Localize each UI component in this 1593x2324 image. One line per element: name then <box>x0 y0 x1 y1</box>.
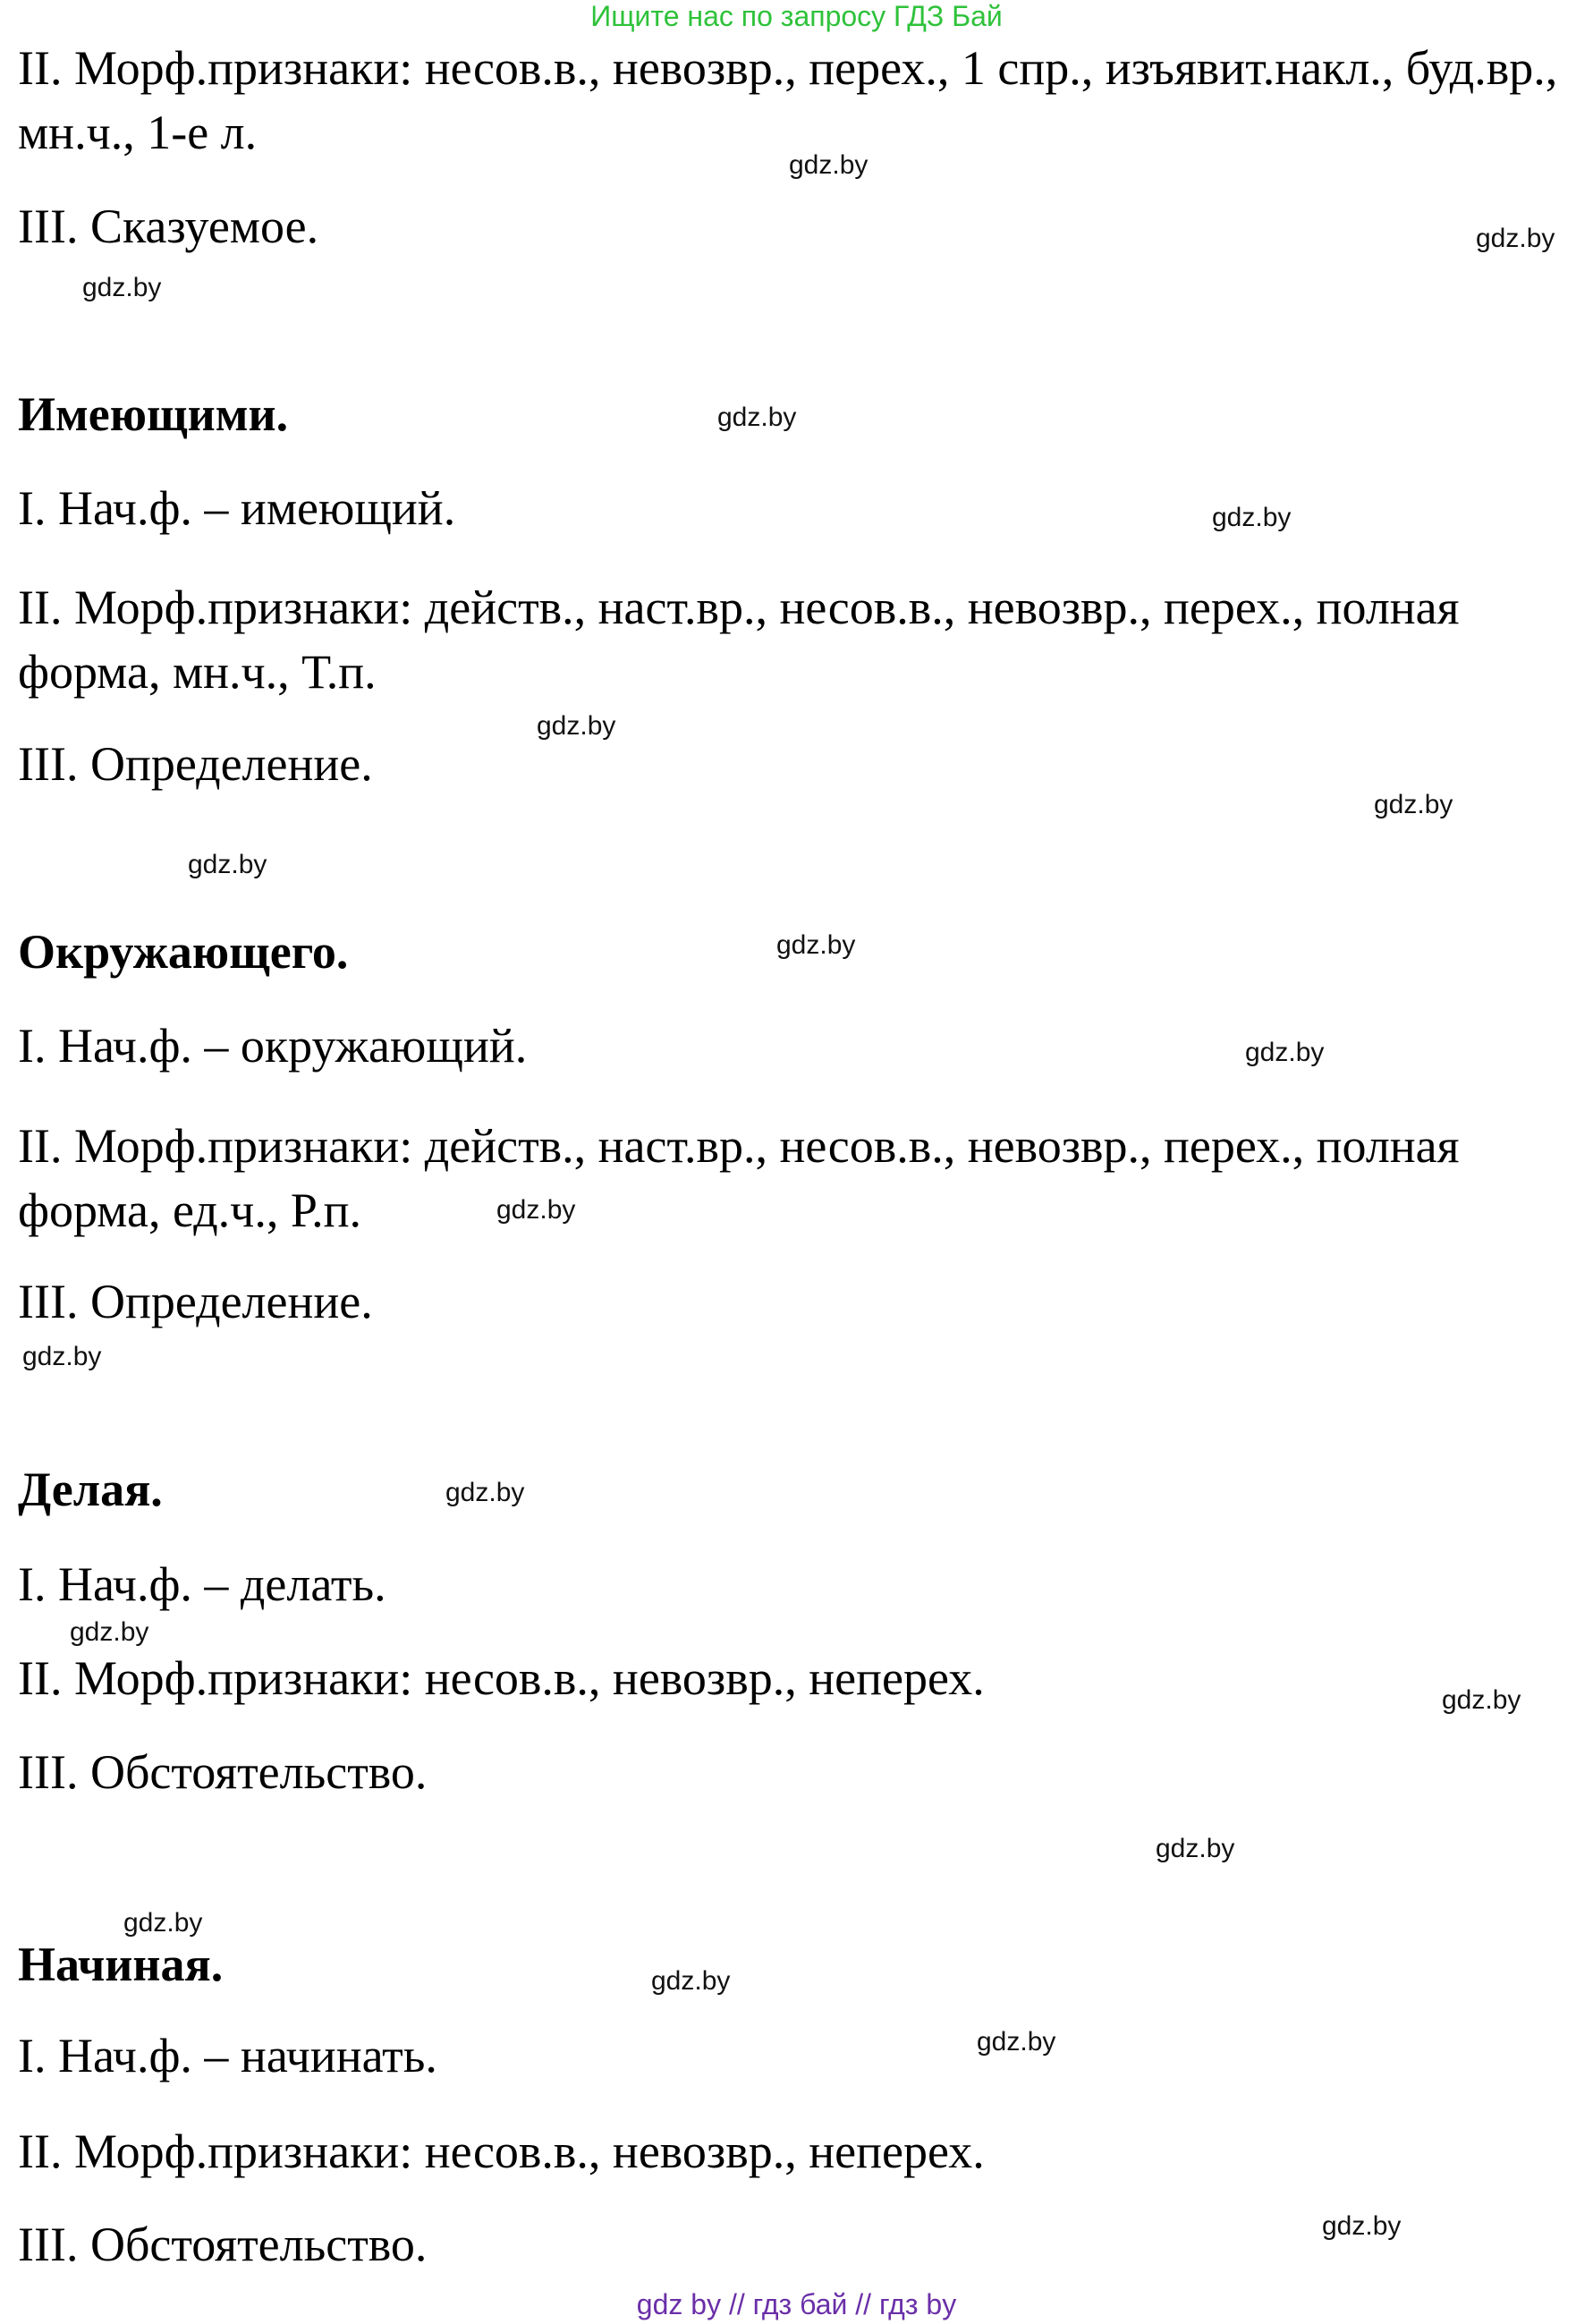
watermark: gdz.by <box>1476 224 1555 253</box>
section-5-syntax-role: III. Обстоятельство. <box>18 2218 428 2271</box>
watermark: gdz.by <box>1212 503 1292 532</box>
section-3-syntax-role: III. Определение. <box>18 1275 373 1328</box>
watermark: gdz.by <box>123 1908 203 1938</box>
section-5-morph-features: II. Морф.признаки: несов.в., невозвр., неперех. <box>18 2125 985 2178</box>
watermark: gdz.by <box>496 1195 576 1225</box>
section-2-syntax-role: III. Определение. <box>18 737 373 791</box>
section-3-morph-features: II. Морф.признаки: действ., наст.вр., несов.в., невозвр., перех., полная форма, ед.ч., Р.п. <box>18 1119 1460 1237</box>
watermark: gdz.by <box>977 2027 1056 2057</box>
watermark: gdz.by <box>188 850 267 879</box>
watermark: gdz.by <box>789 150 869 180</box>
watermark: gdz.by <box>1156 1834 1235 1863</box>
section-5-heading: Начиная. <box>18 1938 224 1991</box>
search-hint[interactable]: Ищите нас по запросу ГДЗ Бай <box>590 0 1003 32</box>
watermark: gdz.by <box>537 711 616 741</box>
section-2-initial-form: I. Нач.ф. – имеющий. <box>18 481 456 535</box>
watermark: gdz.by <box>1245 1038 1325 1067</box>
watermark: gdz.by <box>717 403 797 432</box>
watermark: gdz.by <box>82 273 162 302</box>
section-3-heading: Окружающего. <box>18 925 349 979</box>
watermark: gdz.by <box>651 1966 731 1996</box>
section-5-initial-form: I. Нач.ф. – начинать. <box>18 2029 437 2082</box>
watermark: gdz.by <box>70 1617 149 1647</box>
watermark: gdz.by <box>22 1342 102 1371</box>
watermark: gdz.by <box>1374 790 1453 819</box>
section-4-heading: Делая. <box>18 1463 163 1516</box>
section-4-morph-features: II. Морф.признаки: несов.в., невозвр., неперех. <box>18 1651 985 1705</box>
footer-links[interactable]: gdz by // гдз бай // гдз by <box>636 2288 957 2320</box>
section-4-initial-form: I. Нач.ф. – делать. <box>18 1557 386 1611</box>
watermark: gdz.by <box>776 930 856 960</box>
watermark: gdz.by <box>1322 2211 1402 2241</box>
section-4-syntax-role: III. Обстоятельство. <box>18 1745 428 1799</box>
watermark: gdz.by <box>445 1478 525 1507</box>
section-2-morph-features: II. Морф.признаки: действ., наст.вр., несов.в., невозвр., перех., полная форма, мн.ч., Т.п. <box>18 581 1460 699</box>
section-1-syntax-role: III. Сказуемое. <box>18 199 319 253</box>
section-2-heading: Имеющими. <box>18 387 289 441</box>
watermark: gdz.by <box>1442 1685 1521 1715</box>
section-1-morph-features: II. Морф.признаки: несов.в., невозвр., перех., 1 спр., изъявит.накл., буд.вр., мн.ч., 1-е л. <box>18 41 1558 159</box>
section-3-initial-form: I. Нач.ф. – окружающий. <box>18 1019 528 1073</box>
